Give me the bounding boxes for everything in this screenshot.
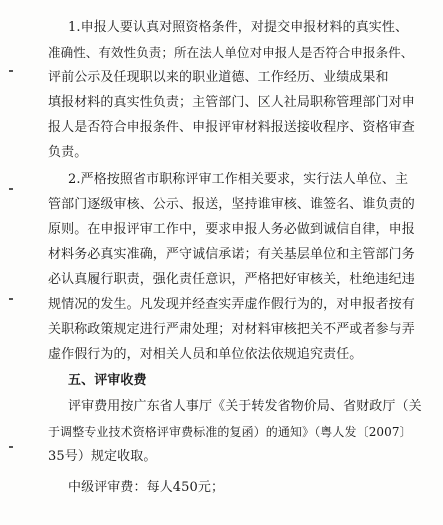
text-line: 1.申报人要认真对照资格条件，对提交申报材料的真实性、 <box>68 20 409 35</box>
margin-mark <box>9 188 13 190</box>
text-line: 2.严格按照省市职称评审工作相关要求，实行法人单位、主 <box>68 172 409 187</box>
margin-mark <box>9 446 13 448</box>
text-line: 评前公示及任现职以来的职业道德、工作经历、业绩成果和 <box>48 70 389 85</box>
margin-mark <box>9 298 13 300</box>
text-line: 中级评审费：每人450元； <box>68 480 225 495</box>
text-line: 虚作假行为的，对相关人员和单位依法依规追究责任。 <box>48 347 363 362</box>
text-line: 材料务必真实准确，严守诚信承诺；有关基层单位和主管部门务 <box>48 247 415 262</box>
text-line: 必认真履行职责，强化责任意识，严格把好审核关，杜绝违纪违 <box>48 272 415 287</box>
text-line: 报人是否符合申报条件、申报评审材料报送接收程序、资格审查 <box>48 120 415 135</box>
text-line: 规情况的发生。凡发现并经查实弄虚作假行为的，对申报者按有 <box>48 297 415 312</box>
text-line: 管部门逐级审核、公示、报送，坚持谁审核、谁签名、谁负责的 <box>48 197 415 212</box>
text-line: 负责。 <box>48 145 88 160</box>
text-line: 评审费用按广东省人事厅《关于转发省物价局、省财政厅（关 <box>68 399 422 414</box>
text-line: 35号）规定收取。 <box>48 449 157 464</box>
margin-mark <box>9 70 13 72</box>
text-line: 关职称政策规定进行严肃处理；对材料审核把关不严或者参与弄 <box>48 322 415 337</box>
text-line: 于调整专业技术资格评审费标准的复函）的通知》（粤人发〔2007〕 <box>48 425 412 439</box>
text-line: 原则。在申报评审工作中，要求申报人务必做到诚信自律，申报 <box>48 222 415 237</box>
text-line: 填报材料的真实性负责；主管部门、区人社局职称管理部门对申 <box>48 95 415 110</box>
section-heading: 五、评审收费 <box>68 373 147 388</box>
text-line: 准确性、有效性负责；所在法人单位对申报人是否符合申报条件、 <box>48 45 414 60</box>
